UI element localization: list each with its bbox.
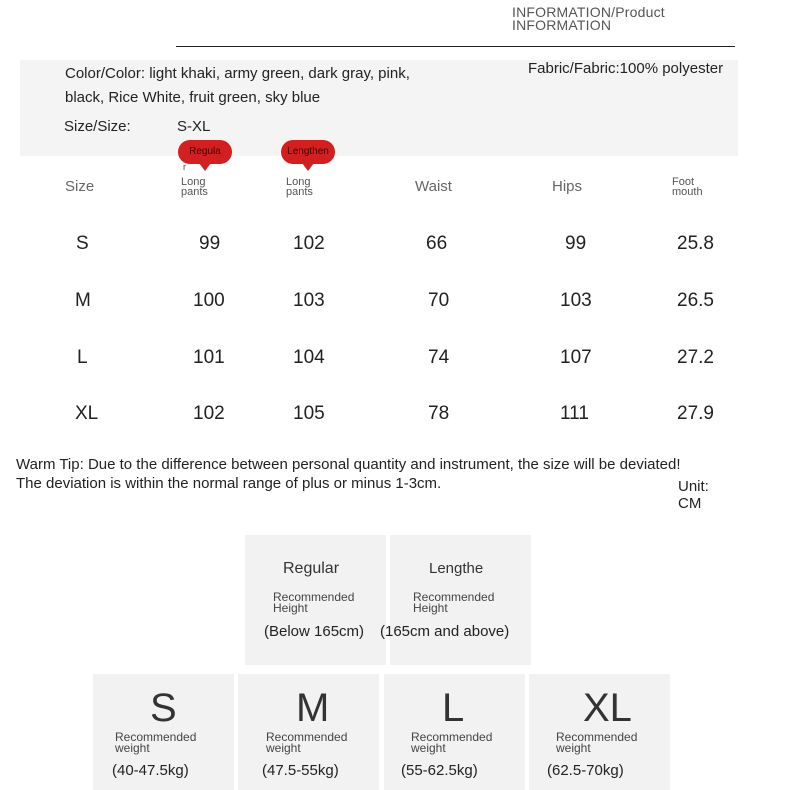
- header-foot-mouth: [672, 177, 703, 197]
- unit-label-line1: Unit:: [678, 478, 709, 495]
- page-title-line2: INFORMATION: [512, 17, 612, 33]
- cell-size: S: [76, 233, 89, 254]
- cell-waist: 66: [426, 233, 448, 254]
- regular-bubble-overflow: r: [183, 162, 186, 172]
- cell-size: M: [75, 290, 91, 311]
- header-hips: Hips: [552, 178, 583, 195]
- height-box-title: Lengthe: [429, 560, 484, 577]
- weight-box-rec-line1: Recommended: [266, 730, 348, 744]
- warm-tip-line2: The deviation is within the normal range of plus or minus 1-3cm.: [16, 475, 442, 492]
- weight-box-recommended: [266, 732, 347, 754]
- length-bubble: Lengthen: [281, 140, 335, 164]
- height-box-rec-line1: Recommended: [413, 590, 495, 604]
- header-length-line2: pants: [286, 186, 313, 198]
- unit-label-line2: CM: [678, 495, 702, 512]
- header-foot-line1: Foot: [672, 176, 695, 188]
- height-box-title: Regular: [283, 560, 340, 577]
- cell-foot-mouth: 27.2: [677, 347, 714, 368]
- weight-box-size: L: [442, 686, 465, 730]
- cell-waist: 70: [428, 290, 450, 311]
- cell-length: 105: [293, 403, 325, 424]
- cell-hips: 103: [560, 290, 592, 311]
- height-box-regular: [245, 535, 386, 665]
- height-box-rec-line2: Height: [413, 601, 448, 615]
- weight-box-range: (62.5-70kg): [547, 762, 624, 779]
- height-box-range: (165cm and above): [380, 623, 510, 640]
- height-box-rec-line1: Recommended: [273, 590, 355, 604]
- header-regular-line1: Long: [181, 176, 206, 188]
- weight-box-recommended: [556, 732, 637, 754]
- weight-box-l: [384, 674, 525, 790]
- cell-foot-mouth: 27.9: [677, 403, 714, 424]
- cell-hips: 111: [560, 403, 589, 424]
- header-divider: [176, 46, 735, 47]
- weight-box-rec-line2: weight: [266, 741, 301, 755]
- height-box-range: (Below 165cm): [264, 623, 365, 640]
- color-info: [65, 62, 485, 110]
- header-regular-line2: pants: [181, 186, 208, 198]
- weight-box-recommended: [411, 732, 492, 754]
- height-box-recommended: [273, 592, 354, 614]
- regular-bubble: Regula: [178, 140, 232, 164]
- page-title-line1: INFORMATION/Product: [512, 4, 665, 20]
- weight-box-range: (47.5-55kg): [262, 762, 339, 779]
- header-size: Size: [65, 178, 95, 195]
- size-label: Size/Size:: [64, 118, 131, 135]
- unit-label: [678, 478, 709, 512]
- cell-length: 102: [293, 233, 325, 254]
- weight-box-s: [93, 674, 234, 790]
- weight-box-xl: [529, 674, 670, 790]
- warm-tip: [16, 455, 776, 493]
- cell-regular: 100: [193, 290, 225, 311]
- weight-box-rec-line2: weight: [411, 741, 446, 755]
- weight-box-recommended: [115, 732, 196, 754]
- cell-regular: 99: [199, 233, 221, 254]
- header-length-line1: Long: [286, 176, 311, 188]
- height-box-rec-line2: Height: [273, 601, 308, 615]
- size-range: S-XL: [177, 118, 211, 135]
- weight-box-m: [238, 674, 379, 790]
- page-title: [512, 6, 732, 32]
- cell-regular: 101: [193, 347, 225, 368]
- cell-regular: 102: [193, 403, 225, 424]
- cell-size: L: [77, 347, 88, 368]
- cell-foot-mouth: 26.5: [677, 290, 714, 311]
- cell-length: 103: [293, 290, 325, 311]
- fabric-info: Fabric/Fabric:100% polyester: [528, 60, 724, 77]
- weight-box-size: M: [296, 686, 330, 730]
- header-regular: [181, 177, 208, 197]
- height-box-length: [380, 535, 531, 665]
- cell-size: XL: [75, 403, 99, 424]
- cell-waist: 78: [428, 403, 450, 424]
- weight-box-rec-line1: Recommended: [411, 730, 493, 744]
- weight-box-rec-line1: Recommended: [115, 730, 197, 744]
- weight-box-rec-line2: weight: [556, 741, 591, 755]
- header-foot-line2: mouth: [672, 186, 703, 198]
- cell-hips: 107: [560, 347, 592, 368]
- cell-hips: 99: [565, 233, 587, 254]
- weight-box-size: XL: [583, 686, 632, 730]
- weight-box-rec-line2: weight: [115, 741, 150, 755]
- cell-foot-mouth: 25.8: [677, 233, 714, 254]
- cell-length: 104: [293, 347, 325, 368]
- color-info-line2: black, Rice White, fruit green, sky blue: [65, 89, 321, 106]
- weight-box-size: S: [150, 686, 177, 730]
- warm-tip-line1: Warm Tip: Due to the difference between personal quantity and instrument, the size will be deviated!: [16, 456, 681, 473]
- header-length: [286, 177, 313, 197]
- cell-waist: 74: [428, 347, 450, 368]
- weight-box-rec-line1: Recommended: [556, 730, 638, 744]
- height-box-recommended: [413, 592, 494, 614]
- weight-box-range: (55-62.5kg): [401, 762, 478, 779]
- header-waist: Waist: [415, 178, 452, 195]
- weight-box-range: (40-47.5kg): [112, 762, 189, 779]
- color-info-line1: Color/Color: light khaki, army green, dark gray, pink,: [65, 65, 410, 82]
